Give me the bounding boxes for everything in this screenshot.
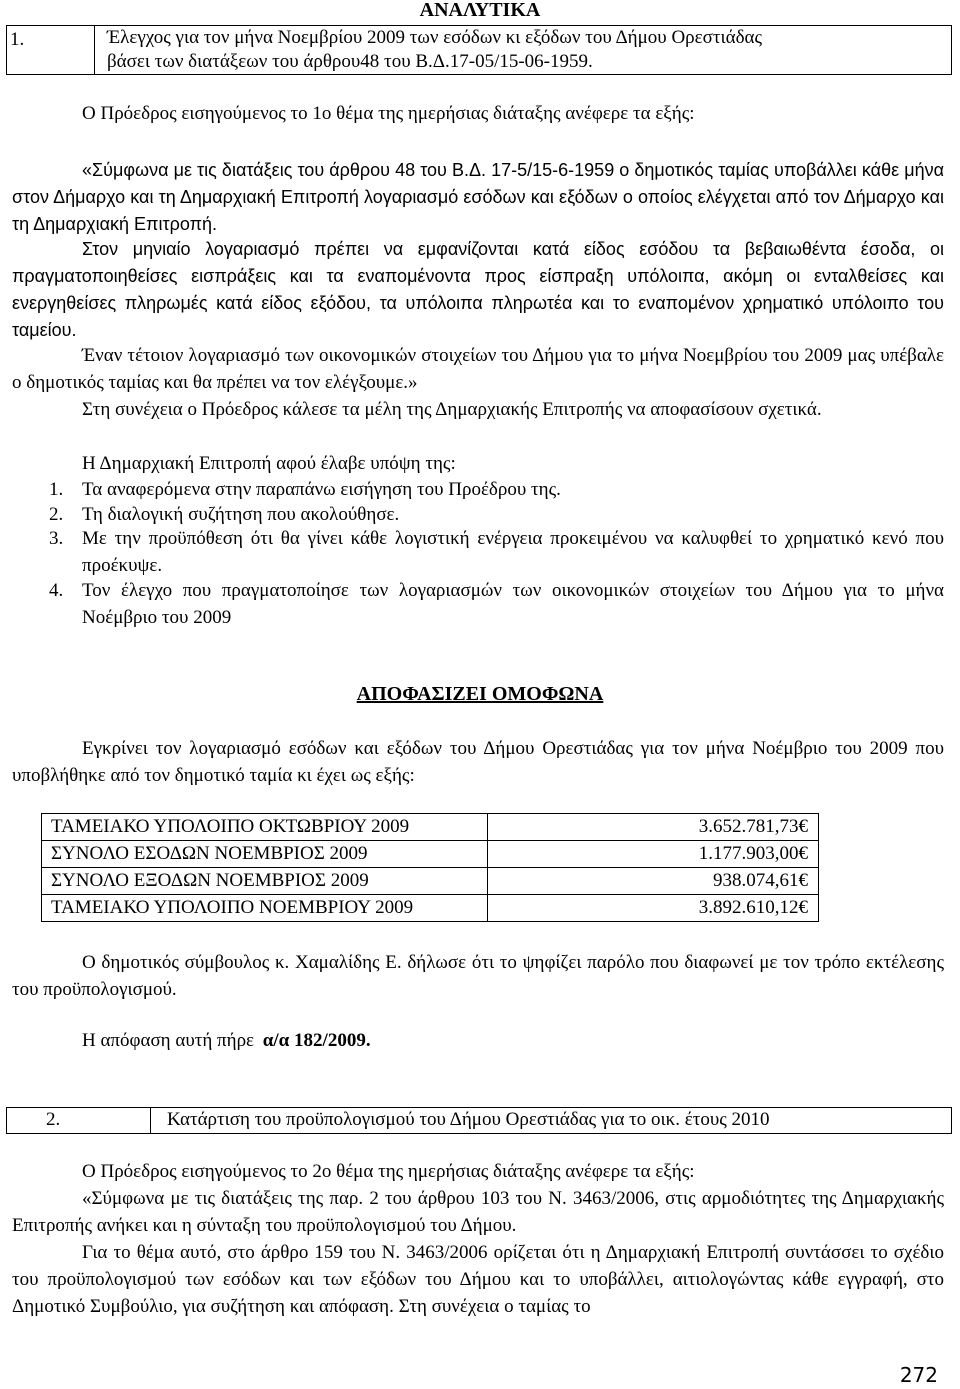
decision-number-line <box>82 1027 942 1054</box>
decision-number: α/α 182/2009. <box>262 1030 371 1051</box>
president-invite-text: Στη συνέχεια ο Πρόεδρος κάλεσε τα μέλη της Δημαρχιακής Επιτροπής να αποφασίσουν σχετικά. <box>82 399 822 420</box>
item2-paragraph-1 <box>12 1185 944 1239</box>
item2-paragraph-1-text: «Σύμφωνα με τις διατάξεις της παρ. 2 του άρθρου 103 του Ν. 3463/2006, στις αρμοδιότητες της Δημαρχιακής Επιτροπής ανήκει και η σύνταξη του προϋπολογισμού του Δήμου. <box>12 1188 944 1236</box>
quote-paragraph-3-text: Έναν τέτοιον λογαριασμό των οικονομικών στοιχείων του Δήμου για το μήνα Νοεμβρίου του 2009 μας υπέβαλε ο δημοτικός ταμίας και θα πρέπει να τον ελέγξουμε.» <box>12 345 944 393</box>
consideration-text: Τα αναφερόμενα στην παραπάνω εισήγηση του Προέδρου της. <box>82 479 561 500</box>
agenda-item-1-number: 1. <box>10 29 25 50</box>
consideration-item <box>49 577 944 629</box>
quote-paragraph-2-text: Στον μηνιαίο λογαριασμό πρέπει να εμφανίζονται κατά είδος εσόδου τα βεβαιωθέντα έσοδα, οι πραγματοποιηθείσες εισπράξεις και τα εναπομένοντα προς είσπραξη υπόλοιπα, ακόμη οι ενταλθείσες και ενεργηθείσες πληρωμές κατά είδος εξόδου, τα υπόλοιπα πληρωτέα και το εναπομένον χρηματικό υπόλοιπο του ταμείου. <box>12 239 944 340</box>
consideration-text: Τη διαλογική συζήτηση που ακολούθησε. <box>82 504 400 525</box>
totals-value: 3.652.781,73€ <box>488 814 819 841</box>
consideration-number: 1. <box>49 479 64 500</box>
agenda-item-1-title-line1: Έλεγχος για τον μήνα Νοεμβρίου 2009 των εσόδων κι εξόδων του Δήμου Ορεστιάδας <box>107 27 762 48</box>
consideration-number: 2. <box>49 504 64 525</box>
decision-number-prefix: Η απόφαση αυτή πήρε <box>82 1030 255 1051</box>
agenda-item-1-box <box>6 25 952 75</box>
agenda-item-2-box <box>6 1107 952 1134</box>
quote-paragraph-2 <box>12 236 944 344</box>
agenda-item-1-number-cell <box>7 26 95 74</box>
totals-label: ΣΥΝΟΛΟ ΕΞΟΔΩΝ ΝΟΕΜΒΡΙΟΣ 2009 <box>42 868 488 895</box>
approval-text: Εγκρίνει τον λογαριασμό εσόδων και εξόδων του Δήμου Ορεστιάδας για τον μήνα Νοέμβριο του 2009 που υποβλήθηκε από τον δημοτικό ταμία κι έχει ως εξής: <box>12 738 944 786</box>
quote-paragraph-3 <box>12 342 944 396</box>
totals-value: 3.892.610,12€ <box>488 895 819 922</box>
consideration-number: 3. <box>49 528 64 549</box>
councillor-note <box>12 949 944 1003</box>
consideration-text: Τον έλεγχο που πραγματοποίησε των λογαριασμών των οικονομικών στοιχείων του Δήμου για το μήνα Νοέμβριο του 2009 <box>82 580 944 628</box>
quote-paragraph-1 <box>12 157 944 238</box>
document-heading: ΑΝΑΛΥΤΙΚΑ <box>419 0 541 21</box>
table-row <box>42 841 819 868</box>
item2-paragraph-2-text: Για το θέμα αυτό, στο άρθρο 159 του Ν. 3463/2006 ορίζεται ότι η Δημαρχιακή Επιτροπή συντάσσει το σχέδιο του προϋπολογισμού των εσόδων και των εξόδων του Δήμου και το υποβάλλει, αιτιολογώντας κάθε εγγραφή, στο Δημοτικό Συμβούλιο, για συζήτηση και απόφαση. Στη συνέχεια ο ταμίας το <box>12 1242 944 1317</box>
item2-paragraph-2 <box>12 1239 944 1320</box>
consideration-item <box>49 525 944 577</box>
agenda-item-2-number-cell <box>7 1108 151 1133</box>
item1-intro: Ο Πρόεδρος εισηγούμενος το 1ο θέμα της ημερήσιας διάταξης ανέφερε τα εξής: <box>82 103 695 124</box>
consideration-number: 4. <box>49 580 64 601</box>
quote-paragraph-1-text: «Σύμφωνα με τις διατάξεις του άρθρου 48 του Β.Δ. 17-5/15-6-1959 ο δημοτικός ταμίας υποβάλλει κάθε μήνα στον Δήμαρχο και τη Δημαρχιακή Επιτροπή λογαριασμό εσόδων και εξόδων ο οποίος ελέγχεται από τον Δήμαρχο και τη Δημαρχιακή Επιτροπή. <box>12 160 944 234</box>
approval-paragraph <box>12 735 944 789</box>
page-number: 272 <box>899 1363 938 1387</box>
totals-value: 1.177.903,00€ <box>488 841 819 868</box>
totals-value: 938.074,61€ <box>488 868 819 895</box>
agenda-item-1-title <box>107 26 947 74</box>
decision-title: ΑΠΟΦΑΣΙΖΕΙ ΟΜΟΦΩΝΑ <box>356 683 604 705</box>
table-row <box>42 895 819 922</box>
consideration-text: Με την προϋπόθεση ότι θα γίνει κάθε λογιστική ενέργεια προκειμένου να καλυφθεί το χρηματικό κενό που προέκυψε. <box>82 528 944 576</box>
table-row <box>42 814 819 841</box>
totals-label: ΤΑΜΕΙΑΚΟ ΥΠΟΛΟΙΠΟ ΟΚΤΩΒΡΙΟΥ 2009 <box>42 814 488 841</box>
table-row <box>42 868 819 895</box>
agenda-item-1-title-line2: βάσει των διατάξεων του άρθρου48 του Β.Δ.17-05/15-06-1959. <box>107 51 593 72</box>
totals-table <box>41 813 819 922</box>
councillor-note-text: Ο δημοτικός σύμβουλος κ. Χαμαλίδης Ε. δήλωσε ότι το ψηφίζει παρόλο που διαφωνεί με τον τρόπο εκτέλεσης του προϋπολογισμού. <box>12 952 944 1000</box>
agenda-item-2-number: 2. <box>46 1109 61 1130</box>
totals-label: ΣΥΝΟΛΟ ΕΣΟΔΩΝ ΝΟΕΜΒΡΙΟΣ 2009 <box>42 841 488 868</box>
totals-label: ΤΑΜΕΙΑΚΟ ΥΠΟΛΟΙΠΟ ΝΟΕΜΒΡΙΟΥ 2009 <box>42 895 488 922</box>
agenda-item-2-title: Κατάρτιση του προϋπολογισμού του Δήμου Ορεστιάδας για το οικ. έτους 2010 <box>167 1109 770 1130</box>
president-invite <box>12 396 944 423</box>
committee-statement: Η Δημαρχιακή Επιτροπή αφού έλαβε υπόψη της: <box>82 453 456 474</box>
item2-intro: Ο Πρόεδρος εισηγούμενος το 2ο θέμα της ημερήσιας διάταξης ανέφερε τα εξής: <box>82 1161 695 1182</box>
